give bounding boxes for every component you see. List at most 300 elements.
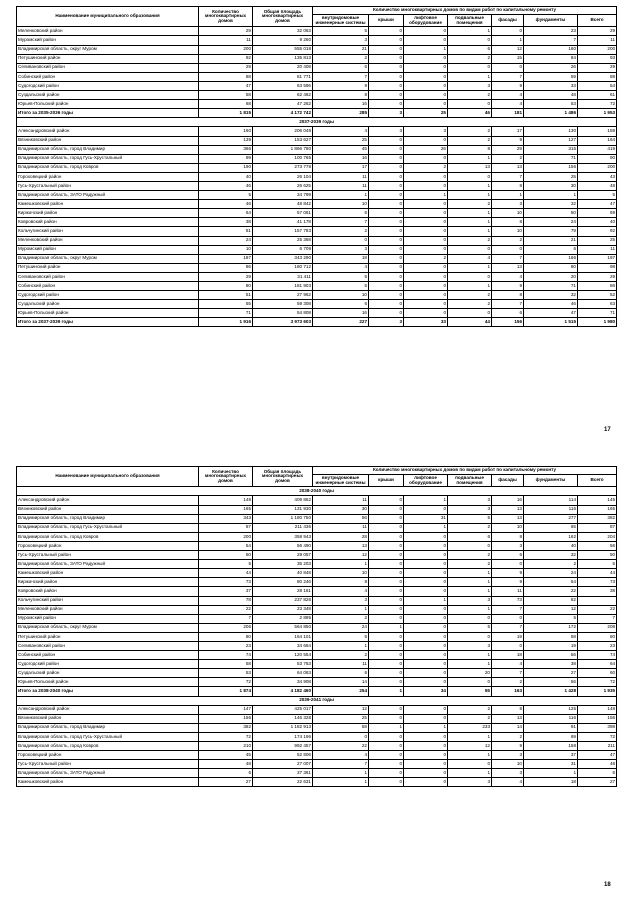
value-cell: 59 [524, 72, 578, 81]
value-cell: 3 973 603 [253, 318, 313, 327]
value-cell: 162 [524, 532, 578, 541]
value-cell: 11 [199, 36, 253, 45]
value-cell: 38 [578, 587, 617, 596]
value-cell: 3 [369, 127, 404, 136]
value-cell: 6 [524, 245, 578, 254]
value-cell: 1 [448, 651, 492, 660]
value-cell: 0 [369, 309, 404, 318]
municipality-cell: Муромский район [17, 245, 199, 254]
header-area: Общая площадь многоквартирных домов [253, 467, 313, 487]
value-cell: 7 [492, 72, 524, 81]
municipality-cell: Вязниковский район [17, 505, 199, 514]
value-cell: 80 [199, 282, 253, 291]
value-cell: 72 [578, 100, 617, 109]
municipality-cell: Владимирская область, ЗАТО Радужный [17, 769, 199, 778]
table-row [17, 523, 617, 532]
value-cell: 0 [404, 605, 448, 614]
value-cell: 1 [313, 605, 369, 614]
value-cell: 1 [448, 605, 492, 614]
value-cell: 53 [199, 669, 253, 678]
value-cell: 40 [524, 541, 578, 550]
municipality-cell: Муромский район [17, 36, 199, 45]
table-row [17, 560, 617, 569]
value-cell: 0 [369, 769, 404, 778]
value-cell: 0 [369, 72, 404, 81]
value-cell: 47 262 [253, 100, 313, 109]
value-cell: 0 [369, 732, 404, 741]
table-row [17, 678, 617, 687]
value-cell: 7 [313, 72, 369, 81]
value-cell: 164 101 [253, 632, 313, 641]
value-cell: 187 [199, 254, 253, 263]
value-cell: 3 [492, 769, 524, 778]
value-cell: 0 [369, 136, 404, 145]
value-cell: 1 [448, 227, 492, 236]
value-cell: 148 [199, 496, 253, 505]
value-cell: 0 [369, 760, 404, 769]
municipality-cell: Владимирская область, город Гусь-Хрустальный [17, 523, 199, 532]
value-cell: 1 [369, 723, 404, 732]
value-cell: 3 [448, 778, 492, 787]
value-cell: 33 [404, 318, 448, 327]
value-cell: 0 [404, 623, 448, 632]
municipality-cell: Муромский район [17, 614, 199, 623]
header-area: Общая площадь многоквартирных домов [253, 7, 313, 27]
value-cell: 8 [492, 291, 524, 300]
table-row [17, 127, 617, 136]
value-cell: 40 [578, 218, 617, 227]
municipality-cell: Камешковский район [17, 200, 199, 209]
value-cell: 93 [578, 54, 617, 63]
municipality-cell: Владимирская область, город Ковров [17, 163, 199, 172]
value-cell: 1 182 913 [253, 723, 313, 732]
value-cell: 2 [404, 254, 448, 263]
municipality-cell: Владимирская область, город Владимир [17, 723, 199, 732]
value-cell: 0 [404, 172, 448, 181]
value-cell: 0 [448, 245, 492, 254]
value-cell: 34 [404, 687, 448, 696]
value-cell: 5 [313, 282, 369, 291]
value-cell: 120 554 [253, 651, 313, 660]
value-cell: 58 [199, 91, 253, 100]
header-group: Количество многоквартирных домов по видам работ по капитальному ремонту [313, 7, 617, 15]
value-cell: 1 515 [524, 318, 578, 327]
value-cell: 7 [199, 614, 253, 623]
value-cell: 0 [404, 541, 448, 550]
value-cell: 0 [369, 632, 404, 641]
value-cell: 19 [492, 632, 524, 641]
value-cell: 50 [199, 551, 253, 560]
value-cell: 64 [578, 660, 617, 669]
value-cell: 65 [524, 523, 578, 532]
value-cell: 6 [199, 769, 253, 778]
value-cell: 174 196 [253, 732, 313, 741]
header-eng: внутридомовые инженерные системы [313, 14, 369, 27]
value-cell: 366 [199, 145, 253, 154]
value-cell: 3 [448, 596, 492, 605]
value-cell: 13 [313, 541, 369, 550]
table-row [17, 532, 617, 541]
value-cell: 90 [578, 154, 617, 163]
total-row [17, 109, 617, 118]
value-cell: 10 [313, 291, 369, 300]
value-cell: 18 [524, 778, 578, 787]
value-cell: 37 [199, 587, 253, 596]
value-cell: 10 [492, 760, 524, 769]
value-cell: 92 [578, 227, 617, 236]
value-cell: 0 [369, 560, 404, 569]
value-cell: 181 903 [253, 282, 313, 291]
header-foundation: фундаменты [524, 14, 578, 27]
municipality-cell: Меленковский район [17, 605, 199, 614]
value-cell: 2 [524, 560, 578, 569]
value-cell: 25 [524, 172, 578, 181]
value-cell: 0 [369, 605, 404, 614]
value-cell: 25 [313, 136, 369, 145]
value-cell: 1 [404, 45, 448, 54]
value-cell: 165 [199, 505, 253, 514]
value-cell: 58 [524, 632, 578, 641]
value-cell: 0 [369, 263, 404, 272]
value-cell: 0 [492, 641, 524, 650]
value-cell: 3 [448, 505, 492, 514]
table-row [17, 569, 617, 578]
value-cell: 1 [448, 660, 492, 669]
value-cell: 7 [492, 669, 524, 678]
value-cell: 0 [369, 596, 404, 605]
value-cell: 79 [524, 227, 578, 236]
value-cell: 0 [369, 272, 404, 281]
table-row [17, 742, 617, 751]
value-cell: 0 [404, 154, 448, 163]
value-cell: 4 [492, 100, 524, 109]
value-cell: 1 [492, 191, 524, 200]
value-cell: 25 [404, 109, 448, 118]
header-roof: крыши [369, 474, 404, 487]
municipality-cell: Итого за 2038-2040 годы [17, 687, 199, 696]
value-cell: 0 [404, 91, 448, 100]
value-cell: 22 631 [253, 778, 313, 787]
value-cell: 1 [448, 218, 492, 227]
value-cell: 20 [524, 272, 578, 281]
value-cell: 23 [578, 641, 617, 650]
value-cell: 46 [524, 300, 578, 309]
value-cell: 190 [199, 163, 253, 172]
value-cell: 72 [578, 678, 617, 687]
value-cell: 0 [404, 560, 448, 569]
value-cell: 29 [578, 27, 617, 36]
value-cell: 71 [524, 154, 578, 163]
value-cell: 5 [313, 272, 369, 281]
value-cell: 5 [578, 560, 617, 569]
municipality-cell: Александровский район [17, 496, 199, 505]
value-cell: 47 [578, 200, 617, 209]
value-cell: 1 180 750 [253, 514, 313, 523]
value-cell: 1 [448, 209, 492, 218]
value-cell: 26 625 [253, 181, 313, 190]
table-row [17, 578, 617, 587]
value-cell: 47 [524, 309, 578, 318]
value-cell: 0 [448, 63, 492, 72]
value-cell: 4 [313, 263, 369, 272]
value-cell: 17 [313, 163, 369, 172]
value-cell: 158 [524, 742, 578, 751]
value-cell: 0 [448, 309, 492, 318]
value-cell: 9 260 [253, 36, 313, 45]
value-cell: 6 [448, 45, 492, 54]
value-cell: 58 [313, 723, 369, 732]
value-cell: 99 [199, 154, 253, 163]
value-cell: 82 [524, 596, 578, 605]
value-cell: 0 [313, 236, 369, 245]
value-cell: 21 [524, 236, 578, 245]
municipality-cell: Собинский район [17, 651, 199, 660]
value-cell: 0 [369, 714, 404, 723]
value-cell: 1 953 [578, 109, 617, 118]
value-cell: 172 [524, 623, 578, 632]
value-cell: 0 [369, 514, 404, 523]
table-row [17, 596, 617, 605]
value-cell: 0 [448, 272, 492, 281]
value-cell: 0 [404, 181, 448, 190]
value-cell: 116 [524, 714, 578, 723]
value-cell: 0 [369, 569, 404, 578]
value-cell: 57 061 [253, 209, 313, 218]
value-cell: 55 [199, 300, 253, 309]
value-cell: 74 [199, 651, 253, 660]
municipality-cell: Владимирская область, город Гусь-Хрустальный [17, 154, 199, 163]
value-cell: 9 [492, 578, 524, 587]
value-cell: 98 [578, 263, 617, 272]
value-cell: 0 [369, 63, 404, 72]
value-cell: 0 [369, 651, 404, 660]
value-cell: 1 [448, 282, 492, 291]
municipality-cell: Судогодский район [17, 81, 199, 90]
value-cell: 1 874 [199, 687, 253, 696]
value-cell: 0 [404, 578, 448, 587]
value-cell: 24 [199, 236, 253, 245]
value-cell: 157 783 [253, 227, 313, 236]
value-cell: 0 [404, 505, 448, 514]
value-cell: 4 [313, 127, 369, 136]
municipality-cell: Владимирская область, город Ковров [17, 742, 199, 751]
municipality-cell: Вязниковский район [17, 714, 199, 723]
value-cell: 1 [448, 27, 492, 36]
value-cell: 22 [578, 605, 617, 614]
value-cell: 0 [404, 614, 448, 623]
value-cell: 0 [492, 27, 524, 36]
value-cell: 5 [199, 560, 253, 569]
value-cell: 1 [448, 263, 492, 272]
value-cell: 8 [492, 181, 524, 190]
value-cell: 44 [448, 318, 492, 327]
value-cell: 88 [199, 72, 253, 81]
value-cell: 7 [524, 36, 578, 45]
value-cell: 7 [492, 172, 524, 181]
value-cell: 0 [369, 678, 404, 687]
value-cell: 28 [313, 532, 369, 541]
value-cell: 4 [492, 91, 524, 100]
value-cell: 31 411 [253, 272, 313, 281]
value-cell: 2 [448, 705, 492, 714]
municipality-cell: Селивановский район [17, 63, 199, 72]
value-cell: 4 172 742 [253, 109, 313, 118]
value-cell: 0 [369, 27, 404, 36]
value-cell: 5 [448, 623, 492, 632]
value-cell: 54 [199, 541, 253, 550]
value-cell: 22 [199, 605, 253, 614]
total-row [17, 687, 617, 696]
value-cell: 0 [369, 100, 404, 109]
value-cell: 14 [492, 723, 524, 732]
value-cell: 4 [313, 751, 369, 760]
value-cell: 80 246 [253, 578, 313, 587]
value-cell: 28 161 [253, 587, 313, 596]
value-cell: 37 361 [253, 769, 313, 778]
value-cell: 86 [578, 282, 617, 291]
value-cell: 84 [524, 54, 578, 63]
table-row [17, 245, 617, 254]
repair-table-page-17 [16, 6, 617, 327]
value-cell: 74 [578, 651, 617, 660]
value-cell: 1 916 [199, 318, 253, 327]
value-cell: 0 [492, 560, 524, 569]
value-cell: 2 [492, 732, 524, 741]
table-row [17, 623, 617, 632]
header-basement: подвальные помещения [448, 474, 492, 487]
value-cell: 12 [492, 45, 524, 54]
value-cell: 127 [524, 136, 578, 145]
value-cell: 0 [369, 705, 404, 714]
value-cell: 343 [199, 514, 253, 523]
value-cell: 9 [492, 81, 524, 90]
municipality-cell: Владимирская область, округ Муром [17, 623, 199, 632]
value-cell: 156 [492, 318, 524, 327]
header-facade: фасады [492, 14, 524, 27]
municipality-cell: Юрьев-Польский район [17, 678, 199, 687]
value-cell: 1 [448, 732, 492, 741]
value-cell: 92 [199, 54, 253, 63]
table-row [17, 227, 617, 236]
value-cell: 48 [578, 760, 617, 769]
value-cell: 8 [313, 91, 369, 100]
value-cell: 0 [369, 245, 404, 254]
value-cell: 3 [313, 245, 369, 254]
value-cell: 11 [578, 245, 617, 254]
municipality-cell: Александровский район [17, 127, 199, 136]
value-cell: 1 [448, 181, 492, 190]
table-row [17, 300, 617, 309]
value-cell: 6 [313, 63, 369, 72]
value-cell: 71 [578, 309, 617, 318]
value-cell: 3 [448, 81, 492, 90]
table-row [17, 72, 617, 81]
value-cell: 409 862 [253, 496, 313, 505]
value-cell: 0 [369, 191, 404, 200]
value-cell: 6 [313, 209, 369, 218]
value-cell: 23 348 [253, 605, 313, 614]
value-cell: 69 [524, 732, 578, 741]
table-row [17, 27, 617, 36]
value-cell: 555 018 [253, 45, 313, 54]
value-cell: 210 [199, 742, 253, 751]
value-cell: 27 962 [253, 291, 313, 300]
municipality-cell: Ковровский район [17, 587, 199, 596]
value-cell: 0 [369, 218, 404, 227]
value-cell: 46 [448, 109, 492, 118]
value-cell: 114 [524, 496, 578, 505]
value-cell: 0 [404, 100, 448, 109]
value-cell: 4 [313, 587, 369, 596]
value-cell: 160 [524, 45, 578, 54]
value-cell: 1 [448, 769, 492, 778]
value-cell: 0 [404, 36, 448, 45]
value-cell: 40 848 [253, 569, 313, 578]
value-cell: 0 [404, 291, 448, 300]
value-cell: 13 [492, 714, 524, 723]
table-row [17, 632, 617, 641]
municipality-cell: Камешковский район [17, 778, 199, 787]
value-cell: 44 [199, 569, 253, 578]
table-row [17, 209, 617, 218]
value-cell: 0 [404, 678, 448, 687]
value-cell: 0 [404, 63, 448, 72]
municipality-cell: Собинский район [17, 72, 199, 81]
value-cell: 211 436 [253, 523, 313, 532]
value-cell: 206 [199, 623, 253, 632]
table-row [17, 36, 617, 45]
value-cell: 1 [492, 36, 524, 45]
value-cell: 0 [404, 209, 448, 218]
value-cell: 0 [404, 760, 448, 769]
value-cell: 0 [369, 227, 404, 236]
value-cell: 1 [313, 778, 369, 787]
value-cell: 35 203 [253, 560, 313, 569]
value-cell: 11 [313, 496, 369, 505]
value-cell: 3 [369, 109, 404, 118]
value-cell: 22 [524, 587, 578, 596]
value-cell: 3 [369, 318, 404, 327]
value-cell: 10 [313, 569, 369, 578]
value-cell: 200 [578, 163, 617, 172]
value-cell: 29 [199, 27, 253, 36]
table-row [17, 81, 617, 90]
value-cell: 2 [313, 651, 369, 660]
value-cell: 2 [448, 136, 492, 145]
value-cell: 91 [524, 723, 578, 732]
value-cell: 0 [369, 496, 404, 505]
value-cell: 285 [313, 109, 369, 118]
value-cell: 2 [492, 236, 524, 245]
value-cell: 5 [578, 191, 617, 200]
value-cell: 34 908 [253, 678, 313, 687]
value-cell: 4 [448, 254, 492, 263]
table-row [17, 282, 617, 291]
value-cell: 4 [492, 272, 524, 281]
municipality-cell: Петушинский район [17, 263, 199, 272]
value-cell: 53 763 [253, 660, 313, 669]
value-cell: 19 [524, 641, 578, 650]
value-cell: 72 [578, 732, 617, 741]
table-row [17, 514, 617, 523]
value-cell: 0 [404, 272, 448, 281]
value-cell: 73 [199, 578, 253, 587]
value-cell: 0 [404, 669, 448, 678]
value-cell: 60 [578, 669, 617, 678]
municipality-cell: Меленковский район [17, 27, 199, 36]
value-cell: 6 [448, 532, 492, 541]
header-roof: крыши [369, 14, 404, 27]
